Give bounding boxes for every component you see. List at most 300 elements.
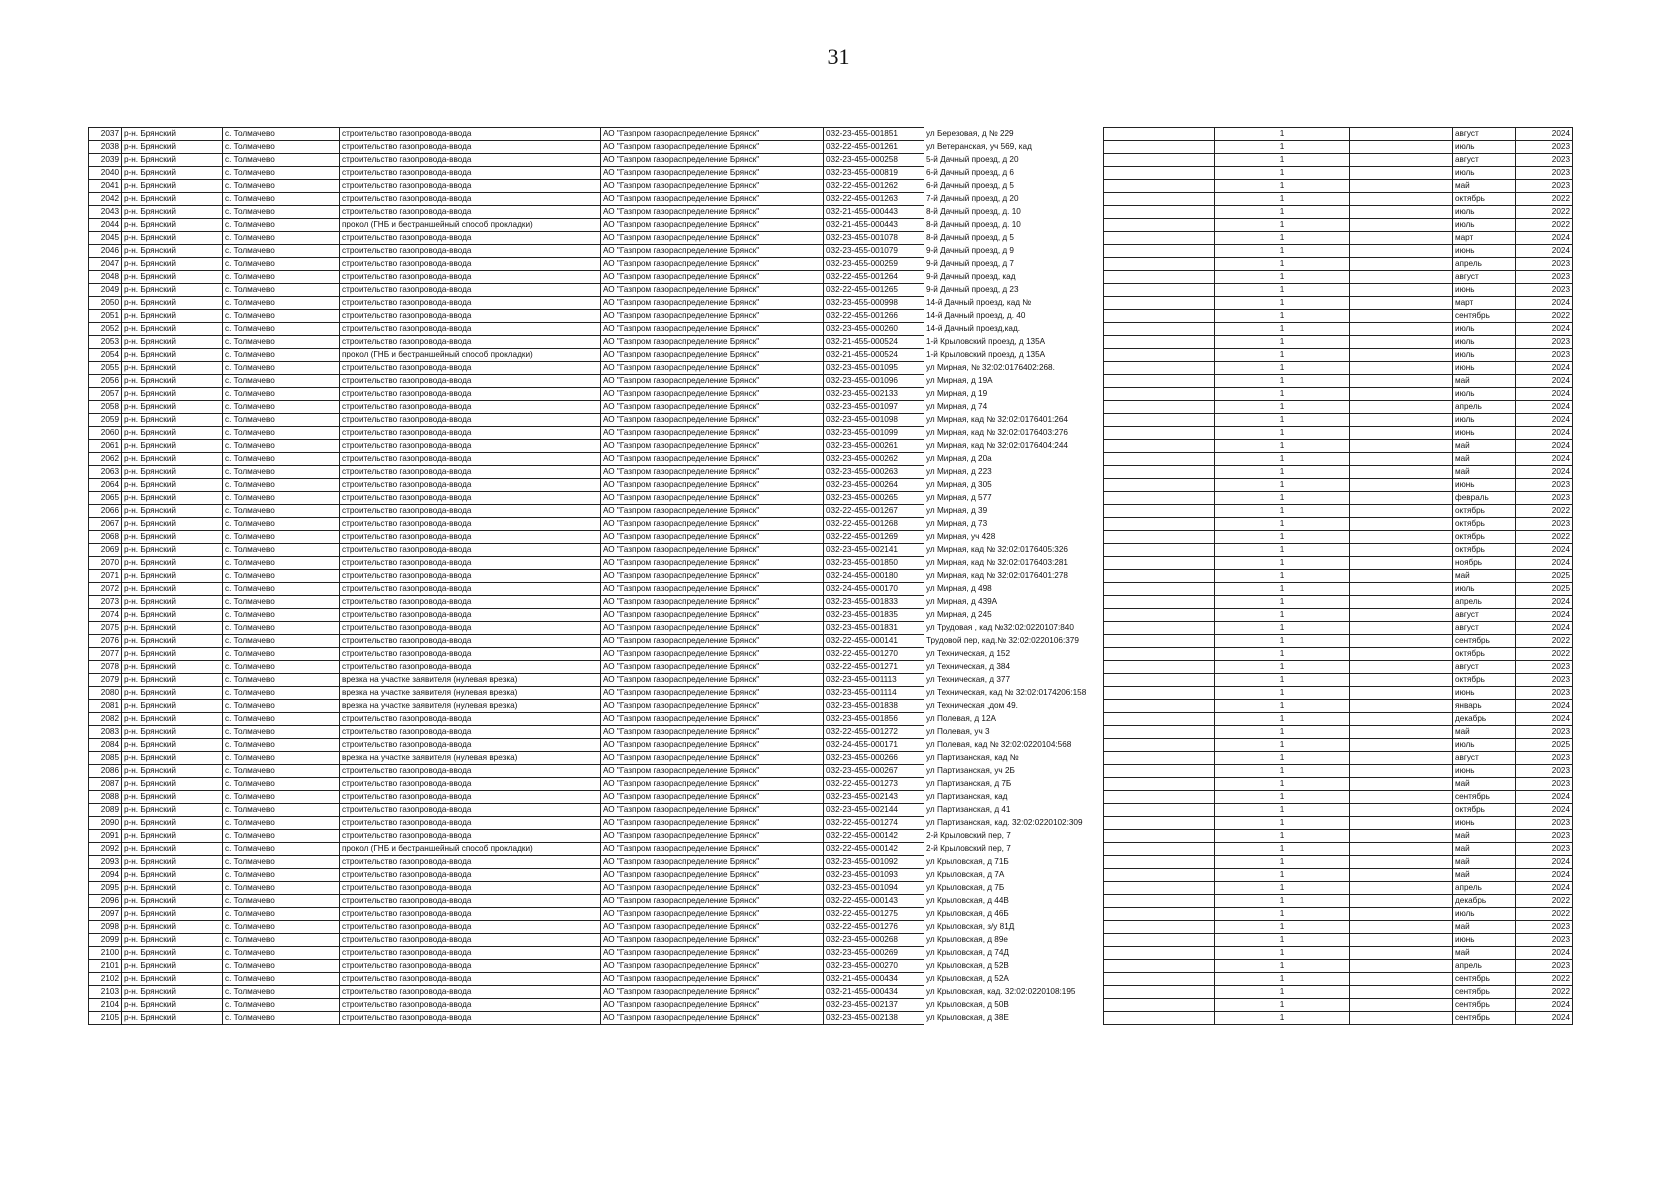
quantity-cell: 1 — [1215, 401, 1350, 414]
quantity-cell: 1 — [1215, 869, 1350, 882]
application-code-cell: 032-22-455-001266 — [824, 310, 925, 323]
month-cell: октябрь — [1453, 674, 1516, 687]
table-row — [89, 245, 1133, 258]
year-cell: 2024 — [1516, 609, 1573, 622]
table-row — [89, 999, 1133, 1012]
address-cell: 7-й Дачный проезд, д 20 — [926, 194, 1019, 203]
address-cell: ул Мирная, д 498 — [926, 584, 992, 593]
table-row — [89, 492, 1133, 505]
work-type-cell: строительство газопровода-ввода — [340, 466, 601, 479]
locality-cell: с. Толмачево — [223, 791, 340, 804]
row-number: 2069 — [89, 544, 122, 557]
application-code-cell: 032-22-455-001273 — [824, 778, 925, 791]
organization-cell: АО "Газпром газораспределение Брянск" — [601, 583, 824, 596]
row-number: 2084 — [89, 739, 122, 752]
month-cell: май — [1453, 830, 1516, 843]
month-cell: май — [1453, 856, 1516, 869]
row-number: 2042 — [89, 193, 122, 206]
work-type-cell: строительство газопровода-ввода — [340, 180, 601, 193]
year-cell: 2024 — [1516, 427, 1573, 440]
work-type-cell: строительство газопровода-ввода — [340, 284, 601, 297]
empty-cell — [1350, 518, 1453, 531]
district-cell: р-н. Брянский — [122, 856, 223, 869]
application-code-cell: 032-23-455-002141 — [824, 544, 925, 557]
district-cell: р-н. Брянский — [122, 128, 223, 141]
year-cell: 2024 — [1516, 700, 1573, 713]
district-cell: р-н. Брянский — [122, 427, 223, 440]
table-row — [89, 427, 1133, 440]
organization-cell: АО "Газпром газораспределение Брянск" — [601, 219, 824, 232]
empty-cell — [1104, 258, 1215, 271]
empty-cell — [1104, 232, 1215, 245]
locality-cell: с. Толмачево — [223, 336, 340, 349]
empty-cell — [1104, 557, 1215, 570]
locality-cell: с. Толмачево — [223, 466, 340, 479]
month-cell: май — [1453, 869, 1516, 882]
address-cell: ул Мирная, д 305 — [926, 480, 992, 489]
work-type-cell: строительство газопровода-ввода — [340, 804, 601, 817]
table-row — [89, 947, 1133, 960]
empty-cell — [1104, 245, 1215, 258]
address-cell: ул Техническая, д 384 — [926, 662, 1010, 671]
row-number: 2076 — [89, 635, 122, 648]
organization-cell: АО "Газпром газораспределение Брянск" — [601, 817, 824, 830]
application-code-cell: 032-23-455-002144 — [824, 804, 925, 817]
district-cell: р-н. Брянский — [122, 843, 223, 856]
work-type-cell: строительство газопровода-ввода — [340, 1012, 601, 1025]
empty-cell — [1350, 427, 1453, 440]
locality-cell: с. Толмачево — [223, 414, 340, 427]
table-row — [1104, 804, 1573, 817]
table-row — [1104, 440, 1573, 453]
year-cell: 2022 — [1516, 206, 1573, 219]
row-number: 2059 — [89, 414, 122, 427]
table-row — [89, 297, 1133, 310]
district-cell: р-н. Брянский — [122, 193, 223, 206]
work-type-cell: строительство газопровода-ввода — [340, 570, 601, 583]
row-number: 2078 — [89, 661, 122, 674]
address-cell: ул Мирная, кад № 32:02:0176405:326 — [926, 545, 1068, 554]
application-code-cell: 032-22-455-001269 — [824, 531, 925, 544]
application-code-cell: 032-22-455-001274 — [824, 817, 925, 830]
table-row — [1104, 817, 1573, 830]
address-cell: ул Трудовая , кад №32:02:0220107:840 — [926, 623, 1074, 632]
organization-cell: АО "Газпром газораспределение Брянск" — [601, 531, 824, 544]
month-cell: июнь — [1453, 479, 1516, 492]
work-type-cell: строительство газопровода-ввода — [340, 986, 601, 999]
address-cell: ул Крыловская, кад. 32:02:0220108:195 — [926, 987, 1076, 996]
month-cell: май — [1453, 440, 1516, 453]
year-cell: 2022 — [1516, 505, 1573, 518]
locality-cell: с. Толмачево — [223, 492, 340, 505]
quantity-cell: 1 — [1215, 583, 1350, 596]
row-number: 2047 — [89, 258, 122, 271]
application-code-cell: 032-22-455-001264 — [824, 271, 925, 284]
locality-cell: с. Толмачево — [223, 739, 340, 752]
table-row — [1104, 570, 1573, 583]
month-cell: май — [1453, 570, 1516, 583]
table-row — [89, 882, 1133, 895]
quantity-cell: 1 — [1215, 349, 1350, 362]
table-row — [89, 141, 1133, 154]
row-number: 2064 — [89, 479, 122, 492]
month-cell: июнь — [1453, 817, 1516, 830]
empty-cell — [1350, 219, 1453, 232]
organization-cell: АО "Газпром газораспределение Брянск" — [601, 791, 824, 804]
work-type-cell: строительство газопровода-ввода — [340, 297, 601, 310]
organization-cell: АО "Газпром газораспределение Брянск" — [601, 297, 824, 310]
row-number: 2087 — [89, 778, 122, 791]
month-cell: июнь — [1453, 934, 1516, 947]
locality-cell: с. Толмачево — [223, 856, 340, 869]
organization-cell: АО "Газпром газораспределение Брянск" — [601, 921, 824, 934]
district-cell: р-н. Брянский — [122, 479, 223, 492]
empty-cell — [1104, 947, 1215, 960]
month-cell: апрель — [1453, 401, 1516, 414]
quantity-cell: 1 — [1215, 973, 1350, 986]
empty-cell — [1104, 973, 1215, 986]
table-row — [1104, 895, 1573, 908]
empty-cell — [1104, 674, 1215, 687]
table-row — [89, 544, 1133, 557]
quantity-cell: 1 — [1215, 843, 1350, 856]
empty-cell — [1350, 635, 1453, 648]
empty-cell — [1104, 596, 1215, 609]
organization-cell: АО "Газпром газораспределение Брянск" — [601, 349, 824, 362]
table-row — [89, 778, 1133, 791]
work-type-cell: врезка на участке заявителя (нулевая врезка) — [340, 700, 601, 713]
application-code-cell: 032-21-455-000434 — [824, 973, 925, 986]
empty-cell — [1104, 401, 1215, 414]
application-code-cell: 032-23-455-001078 — [824, 232, 925, 245]
row-number: 2081 — [89, 700, 122, 713]
table-row — [1104, 206, 1573, 219]
quantity-cell: 1 — [1215, 713, 1350, 726]
month-cell: август — [1453, 609, 1516, 622]
empty-cell — [1104, 440, 1215, 453]
address-cell: ул Крыловская, д 44В — [926, 896, 1009, 905]
quantity-cell: 1 — [1215, 128, 1350, 141]
quantity-cell: 1 — [1215, 648, 1350, 661]
locality-cell: с. Толмачево — [223, 167, 340, 180]
district-cell: р-н. Брянский — [122, 544, 223, 557]
year-cell: 2024 — [1516, 414, 1573, 427]
row-number: 2058 — [89, 401, 122, 414]
empty-cell — [1350, 583, 1453, 596]
row-number: 2055 — [89, 362, 122, 375]
organization-cell: АО "Газпром газораспределение Брянск" — [601, 440, 824, 453]
row-number: 2040 — [89, 167, 122, 180]
district-cell: р-н. Брянский — [122, 934, 223, 947]
quantity-cell: 1 — [1215, 284, 1350, 297]
empty-cell — [1104, 986, 1215, 999]
month-cell: август — [1453, 752, 1516, 765]
empty-cell — [1350, 271, 1453, 284]
quantity-cell: 1 — [1215, 622, 1350, 635]
table-row — [89, 323, 1133, 336]
organization-cell: АО "Газпром газораспределение Брянск" — [601, 908, 824, 921]
organization-cell: АО "Газпром газораспределение Брянск" — [601, 882, 824, 895]
locality-cell: с. Толмачево — [223, 349, 340, 362]
empty-cell — [1104, 635, 1215, 648]
empty-cell — [1350, 258, 1453, 271]
work-type-cell: строительство газопровода-ввода — [340, 440, 601, 453]
empty-cell — [1350, 453, 1453, 466]
year-cell: 2023 — [1516, 726, 1573, 739]
empty-cell — [1350, 674, 1453, 687]
application-code-cell: 032-23-455-000260 — [824, 323, 925, 336]
table-row — [89, 648, 1133, 661]
table-row — [1104, 1012, 1573, 1025]
quantity-cell: 1 — [1215, 557, 1350, 570]
empty-cell — [1104, 518, 1215, 531]
quantity-cell: 1 — [1215, 687, 1350, 700]
month-cell: июль — [1453, 349, 1516, 362]
quantity-cell: 1 — [1215, 882, 1350, 895]
year-cell: 2023 — [1516, 921, 1573, 934]
district-cell: р-н. Брянский — [122, 921, 223, 934]
year-cell: 2023 — [1516, 284, 1573, 297]
year-cell: 2025 — [1516, 570, 1573, 583]
work-type-cell: строительство газопровода-ввода — [340, 648, 601, 661]
district-cell: р-н. Брянский — [122, 752, 223, 765]
district-cell: р-н. Брянский — [122, 440, 223, 453]
empty-cell — [1350, 401, 1453, 414]
empty-cell — [1104, 765, 1215, 778]
table-row — [89, 609, 1133, 622]
work-type-cell: строительство газопровода-ввода — [340, 128, 601, 141]
empty-cell — [1350, 492, 1453, 505]
empty-cell — [1104, 895, 1215, 908]
application-code-cell: 032-23-455-000998 — [824, 297, 925, 310]
empty-cell — [1350, 765, 1453, 778]
table-row — [1104, 531, 1573, 544]
year-cell: 2024 — [1516, 1012, 1573, 1025]
empty-cell — [1104, 206, 1215, 219]
locality-cell: с. Толмачево — [223, 518, 340, 531]
organization-cell: АО "Газпром газораспределение Брянск" — [601, 206, 824, 219]
work-type-cell: строительство газопровода-ввода — [340, 271, 601, 284]
row-number: 2093 — [89, 856, 122, 869]
district-cell: р-н. Брянский — [122, 908, 223, 921]
table-row — [1104, 700, 1573, 713]
address-cell: ул Крыловская, д 89е — [926, 935, 1008, 944]
locality-cell: с. Толмачево — [223, 531, 340, 544]
month-cell: июль — [1453, 414, 1516, 427]
table-row — [1104, 518, 1573, 531]
locality-cell: с. Толмачево — [223, 648, 340, 661]
address-cell: ул Крыловская, з/у 81Д — [926, 922, 1015, 931]
table-row — [89, 453, 1133, 466]
row-number: 2039 — [89, 154, 122, 167]
organization-cell: АО "Газпром газораспределение Брянск" — [601, 570, 824, 583]
district-cell: р-н. Брянский — [122, 739, 223, 752]
empty-cell — [1350, 284, 1453, 297]
work-type-cell: строительство газопровода-ввода — [340, 765, 601, 778]
application-code-cell: 032-22-455-001262 — [824, 180, 925, 193]
work-type-cell: строительство газопровода-ввода — [340, 336, 601, 349]
organization-cell: АО "Газпром газораспределение Брянск" — [601, 154, 824, 167]
district-cell: р-н. Брянский — [122, 817, 223, 830]
locality-cell: с. Толмачево — [223, 1012, 340, 1025]
row-number: 2096 — [89, 895, 122, 908]
quantity-cell: 1 — [1215, 141, 1350, 154]
table-row — [1104, 180, 1573, 193]
year-cell: 2023 — [1516, 258, 1573, 271]
table-row — [89, 856, 1133, 869]
organization-cell: АО "Газпром газораспределение Брянск" — [601, 726, 824, 739]
empty-cell — [1350, 323, 1453, 336]
row-number: 2100 — [89, 947, 122, 960]
work-type-cell: строительство газопровода-ввода — [340, 973, 601, 986]
district-cell: р-н. Брянский — [122, 336, 223, 349]
row-number: 2060 — [89, 427, 122, 440]
district-cell: р-н. Брянский — [122, 414, 223, 427]
address-cell: ул Мирная, д 577 — [926, 493, 992, 502]
quantity-cell: 1 — [1215, 596, 1350, 609]
row-number: 2050 — [89, 297, 122, 310]
work-type-cell: строительство газопровода-ввода — [340, 401, 601, 414]
month-cell: март — [1453, 297, 1516, 310]
year-cell: 2024 — [1516, 999, 1573, 1012]
application-code-cell: 032-23-455-001851 — [824, 128, 925, 141]
month-cell: август — [1453, 154, 1516, 167]
empty-cell — [1350, 752, 1453, 765]
empty-cell — [1350, 882, 1453, 895]
year-cell: 2023 — [1516, 843, 1573, 856]
locality-cell: с. Толмачево — [223, 258, 340, 271]
work-type-cell: строительство газопровода-ввода — [340, 583, 601, 596]
district-cell: р-н. Брянский — [122, 778, 223, 791]
month-cell: октябрь — [1453, 531, 1516, 544]
district-cell: р-н. Брянский — [122, 570, 223, 583]
month-cell: май — [1453, 180, 1516, 193]
quantity-cell: 1 — [1215, 752, 1350, 765]
empty-cell — [1350, 856, 1453, 869]
table-row — [1104, 375, 1573, 388]
table-row — [89, 362, 1133, 375]
month-cell: октябрь — [1453, 505, 1516, 518]
locality-cell: с. Толмачево — [223, 921, 340, 934]
row-number: 2103 — [89, 986, 122, 999]
empty-cell — [1104, 544, 1215, 557]
locality-cell: с. Толмачево — [223, 427, 340, 440]
year-cell: 2023 — [1516, 271, 1573, 284]
quantity-cell: 1 — [1215, 466, 1350, 479]
empty-cell — [1104, 427, 1215, 440]
quantity-cell: 1 — [1215, 635, 1350, 648]
locality-cell: с. Толмачево — [223, 726, 340, 739]
empty-cell — [1350, 154, 1453, 167]
work-type-cell: врезка на участке заявителя (нулевая врезка) — [340, 752, 601, 765]
empty-cell — [1104, 167, 1215, 180]
table-row — [1104, 778, 1573, 791]
table-row — [89, 739, 1133, 752]
district-cell: р-н. Брянский — [122, 258, 223, 271]
address-cell: ул Техническая, кад № 32:02:0174206:158 — [926, 688, 1087, 697]
application-code-cell: 032-23-455-000270 — [824, 960, 925, 973]
address-cell: ул Партизанская, уч 2Б — [926, 766, 1015, 775]
application-code-cell: 032-23-455-002138 — [824, 1012, 925, 1025]
application-code-cell: 032-23-455-001114 — [824, 687, 925, 700]
application-code-cell: 032-21-455-000443 — [824, 219, 925, 232]
table-row — [89, 219, 1133, 232]
empty-cell — [1350, 1012, 1453, 1025]
month-cell: февраль — [1453, 492, 1516, 505]
empty-cell — [1104, 830, 1215, 843]
empty-cell — [1104, 687, 1215, 700]
work-type-cell: строительство газопровода-ввода — [340, 622, 601, 635]
district-cell: р-н. Брянский — [122, 297, 223, 310]
locality-cell: с. Толмачево — [223, 362, 340, 375]
row-number: 2054 — [89, 349, 122, 362]
address-cell: 2-й Крыловский пер, 7 — [926, 831, 1011, 840]
district-cell: р-н. Брянский — [122, 622, 223, 635]
table-row — [1104, 713, 1573, 726]
month-cell: апрель — [1453, 258, 1516, 271]
year-cell: 2022 — [1516, 531, 1573, 544]
district-cell: р-н. Брянский — [122, 895, 223, 908]
empty-cell — [1350, 297, 1453, 310]
table-row — [1104, 674, 1573, 687]
address-cell: ул Партизанская, кад. 32:02:0220102:309 — [926, 818, 1083, 827]
work-type-cell: строительство газопровода-ввода — [340, 557, 601, 570]
year-cell: 2024 — [1516, 362, 1573, 375]
quantity-cell: 1 — [1215, 505, 1350, 518]
organization-cell: АО "Газпром газораспределение Брянск" — [601, 271, 824, 284]
work-type-cell: строительство газопровода-ввода — [340, 895, 601, 908]
table-row — [1104, 596, 1573, 609]
address-cell: ул Мирная, д 74 — [926, 402, 988, 411]
empty-cell — [1350, 570, 1453, 583]
work-type-cell: строительство газопровода-ввода — [340, 830, 601, 843]
district-cell: р-н. Брянский — [122, 804, 223, 817]
row-number: 2083 — [89, 726, 122, 739]
empty-cell — [1104, 362, 1215, 375]
address-cell: ул Крыловская, д 46Б — [926, 909, 1009, 918]
month-cell: сентябрь — [1453, 1012, 1516, 1025]
organization-cell: АО "Газпром газораспределение Брянск" — [601, 895, 824, 908]
quantity-cell: 1 — [1215, 947, 1350, 960]
table-row — [89, 570, 1133, 583]
month-cell: сентябрь — [1453, 791, 1516, 804]
district-cell: р-н. Брянский — [122, 999, 223, 1012]
address-cell: 14-й Дачный проезд,кад. — [926, 324, 1021, 333]
organization-cell: АО "Газпром газораспределение Брянск" — [601, 505, 824, 518]
address-cell: ул Крыловская, д 52А — [926, 974, 1009, 983]
organization-cell: АО "Газпром газораспределение Брянск" — [601, 856, 824, 869]
district-cell: р-н. Брянский — [122, 960, 223, 973]
quantity-cell: 1 — [1215, 921, 1350, 934]
table-row — [1104, 973, 1573, 986]
empty-cell — [1104, 271, 1215, 284]
table-row — [1104, 583, 1573, 596]
empty-cell — [1104, 817, 1215, 830]
empty-cell — [1350, 726, 1453, 739]
application-code-cell: 032-24-455-000180 — [824, 570, 925, 583]
locality-cell: с. Толмачево — [223, 544, 340, 557]
application-code-cell: 032-23-455-000262 — [824, 453, 925, 466]
organization-cell: АО "Газпром газораспределение Брянск" — [601, 128, 824, 141]
year-cell: 2024 — [1516, 232, 1573, 245]
district-cell: р-н. Брянский — [122, 505, 223, 518]
organization-cell: АО "Газпром газораспределение Брянск" — [601, 245, 824, 258]
application-code-cell: 032-22-455-001263 — [824, 193, 925, 206]
empty-cell — [1104, 908, 1215, 921]
table-row — [1104, 362, 1573, 375]
year-cell: 2024 — [1516, 713, 1573, 726]
row-number: 2073 — [89, 596, 122, 609]
